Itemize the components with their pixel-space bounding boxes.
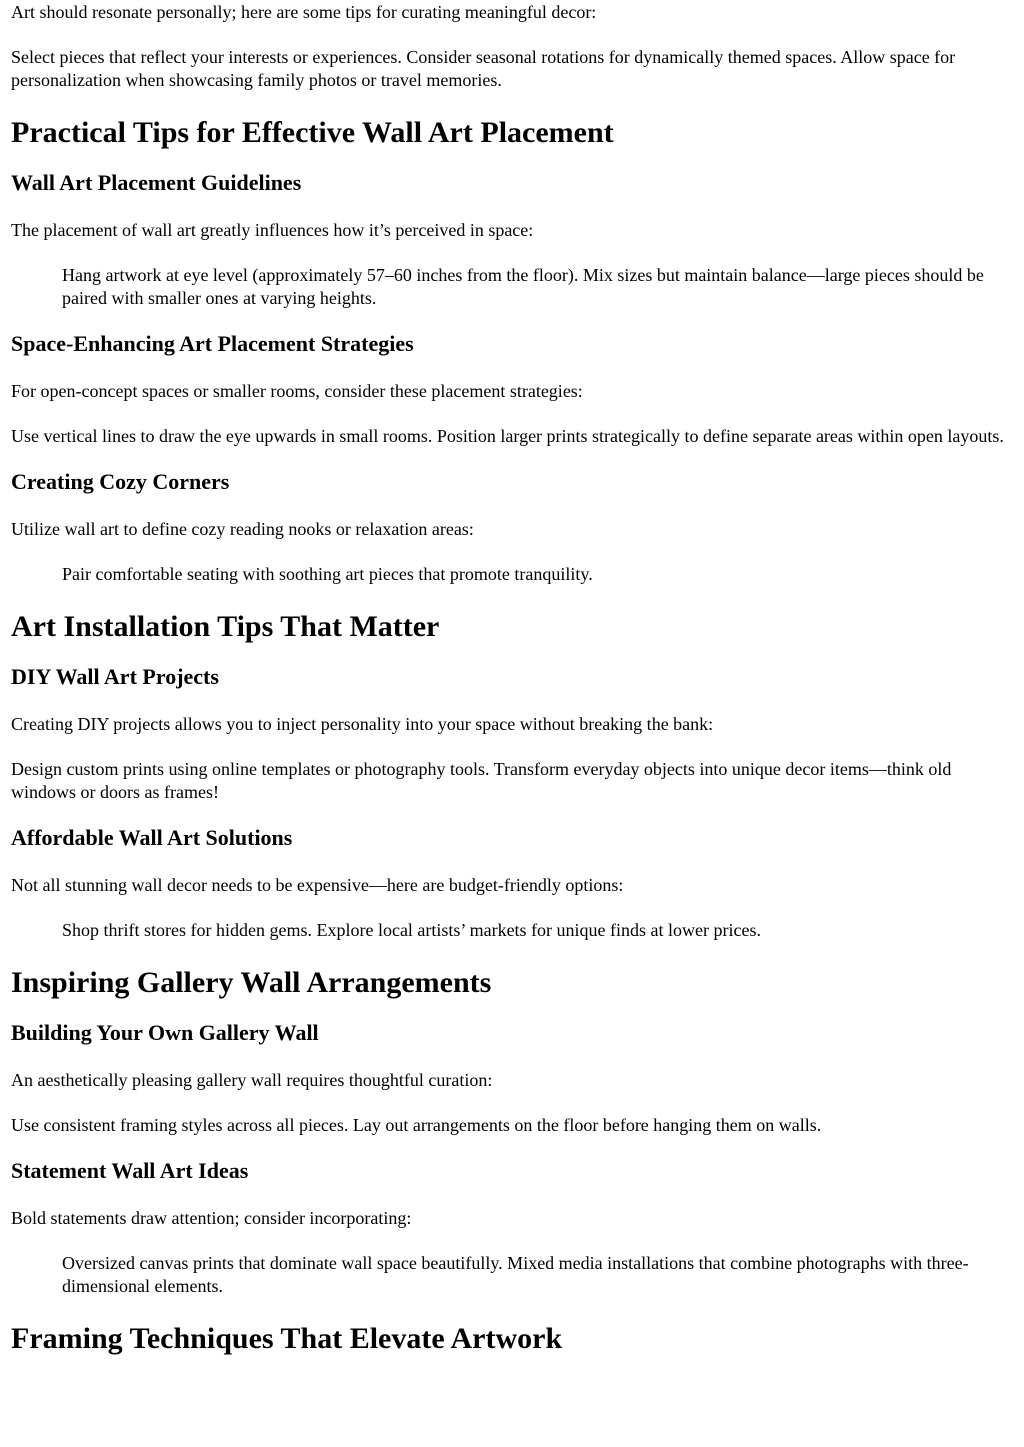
paragraph-lead: The placement of wall art greatly influences how it’s perceived in space:: [11, 220, 534, 240]
article: [0, 1, 1024, 1357]
subheading-space-enhancing: Space-Enhancing Art Placement Strategies: [11, 331, 414, 356]
section-heading-gallery: Inspiring Gallery Wall Arrangements: [11, 966, 492, 999]
intro-tips: Select pieces that reflect your interests or experiences. Consider seasonal rotations for dynamically themed spaces. Allow space for personalization when showcasing family photos or travel memories.: [11, 47, 956, 90]
subheading-affordable-solutions: Affordable Wall Art Solutions: [11, 825, 293, 850]
paragraph-lead: An aesthetically pleasing gallery wall requires thoughtful curation:: [11, 1070, 493, 1090]
subheading-cozy-corners: Creating Cozy Corners: [11, 469, 230, 494]
paragraph-body: Use consistent framing styles across all pieces. Lay out arrangements on the floor before hanging them on walls.: [11, 1115, 822, 1135]
subheading-statement-art: Statement Wall Art Ideas: [11, 1158, 249, 1183]
paragraph-lead: Bold statements draw attention; consider incorporating:: [11, 1208, 412, 1228]
paragraph-lead: Not all stunning wall decor needs to be expensive—here are budget-friendly options:: [11, 875, 624, 895]
section-heading-placement: Practical Tips for Effective Wall Art Placement: [11, 116, 614, 149]
intro-lead: Art should resonate personally; here are some tips for curating meaningful decor:: [11, 2, 597, 22]
subheading-diy-projects: DIY Wall Art Projects: [11, 664, 219, 689]
indented-list-text: Oversized canvas prints that dominate wall space beautifully. Mixed media installations that combine photographs with three-dimensional elements.: [62, 1253, 969, 1296]
paragraph-lead: Utilize wall art to define cozy reading nooks or relaxation areas:: [11, 519, 474, 539]
indented-list-text: Pair comfortable seating with soothing art pieces that promote tranquility.: [62, 564, 593, 584]
subheading-placement-guidelines: Wall Art Placement Guidelines: [11, 170, 302, 195]
paragraph-lead: For open-concept spaces or smaller rooms, consider these placement strategies:: [11, 381, 583, 401]
paragraph-body: Use vertical lines to draw the eye upwards in small rooms. Position larger prints strategically to define separate areas within open layouts.: [11, 426, 1004, 446]
indented-list-text: Hang artwork at eye level (approximately 57–60 inches from the floor). Mix sizes but maintain balance—large pieces should be paired with smaller ones at varying heights.: [62, 265, 984, 308]
section-heading-installation: Art Installation Tips That Matter: [11, 610, 440, 643]
paragraph-body: Design custom prints using online templates or photography tools. Transform everyday objects into unique decor items—think old windows or doors as frames!: [11, 759, 952, 802]
indented-list-text: Shop thrift stores for hidden gems. Explore local artists’ markets for unique finds at lower prices.: [62, 920, 761, 940]
paragraph-lead: Creating DIY projects allows you to inject personality into your space without breaking the bank:: [11, 714, 714, 734]
subheading-gallery-wall: Building Your Own Gallery Wall: [11, 1020, 319, 1045]
section-heading-framing: Framing Techniques That Elevate Artwork: [11, 1322, 563, 1355]
